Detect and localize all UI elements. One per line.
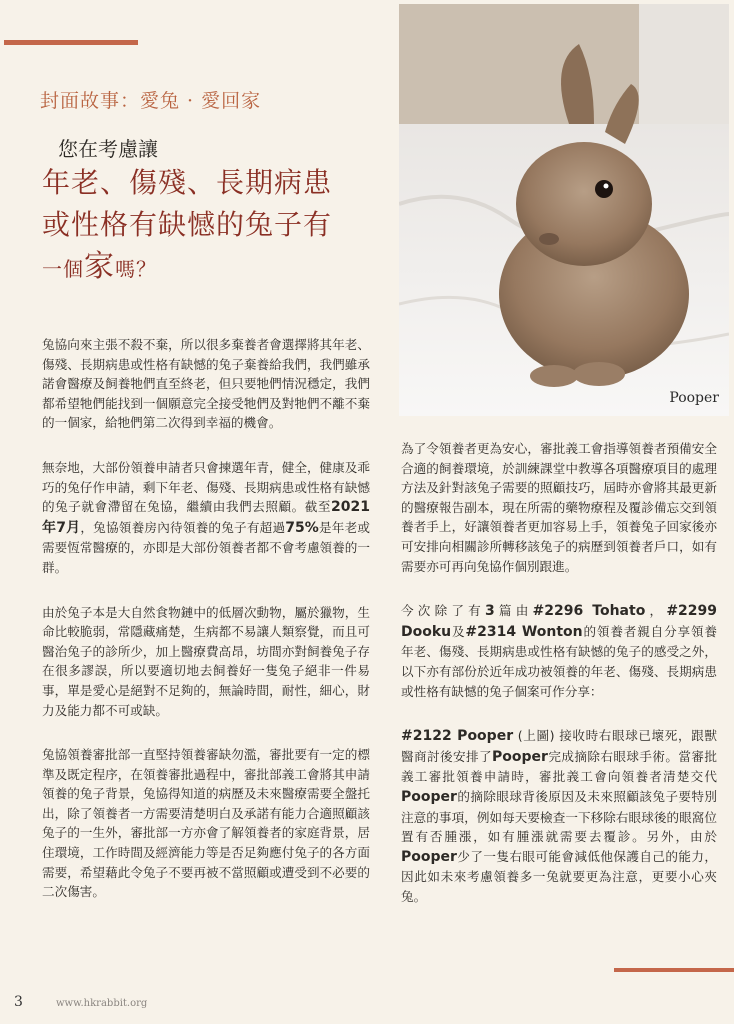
name-highlight: Pooper	[401, 848, 457, 865]
photo-caption: Pooper	[669, 390, 719, 406]
text-run: (上圖)	[513, 728, 560, 744]
text-run: 及	[451, 623, 466, 639]
rabbit-photo	[399, 4, 729, 416]
footer-url: www.hkrabbit.org	[56, 998, 148, 1009]
rabbit-id-tohato: #2296 Tohato	[532, 603, 646, 620]
text-run: ，兔協領養房內待領養的兔子有超過	[80, 519, 286, 535]
headline-line-2: 或性格有缺憾的兔子有	[42, 208, 333, 241]
right-column	[401, 439, 717, 931]
text-run: 的領養者親自分享領養年老、傷殘、長期病患或性格有缺憾的兔子的感受之外，以下亦有部份於近年成功被領養的年老、傷殘、長期病患或性格有缺憾的兔子個案可作分享：	[401, 623, 718, 699]
text-run: 少了一隻右眼可能會減低他保護自己的能力，因此如未來考慮領養多一兔就要更為注意，更要小心夾兔。	[401, 848, 717, 904]
text-run: 完成摘除右眼球手術。當審批義工審批領養申請時，審批義工會向領養者清楚交代	[401, 748, 718, 785]
headline-line-3	[42, 246, 392, 290]
count-highlight: 3	[484, 603, 495, 620]
right-paragraph-1: 為了令領養者更為安心，審批義工會指導領養者預備安全合適的飼養環境，於訓練課堂中教導各項醫療項目的處理方法及針對該兔子需要的照顧技巧，屆時亦會將其最更新的醫療報告副本，現在所需的藥物療程及覆診備忘交到領養者手上，好讓領養者更加容易上手，領養兔子回家後亦可安排向相關診所轉移該兔子的病歷到領養者戶口，如有需要亦可再向兔協作個別跟進。	[401, 441, 717, 574]
right-paragraph-3	[401, 726, 717, 906]
text-run: 接收時右眼球已壞死，跟獸醫商討後安排了	[401, 728, 718, 764]
right-paragraph-2	[401, 601, 717, 701]
rabbit-id-dooku: #2299 Dooku	[401, 603, 718, 640]
top-accent-bar	[4, 40, 138, 45]
bottom-accent-bar	[614, 968, 734, 972]
left-column	[42, 335, 370, 927]
rabbit-id-pooper: #2122 Pooper	[401, 728, 514, 745]
name-highlight: Pooper	[492, 748, 548, 765]
headline-post: 嗎？	[115, 257, 157, 281]
name-highlight: Pooper	[401, 788, 457, 805]
text-run: 的摘除眼球背後原因及未來照顧該兔子要特別注意的事項，例如每天要檢查一下移除右眼球後的眼窩位置有否腫漲，如有腫漲就需要去覆診。另外，由於	[401, 788, 717, 845]
text-run: ，	[645, 603, 667, 619]
headline-line-1: 年老、傷殘、長期病患	[42, 166, 333, 199]
text-run: 是年老或需要恆常醫療的，亦即是大部份領養者都不會考慮領養的一群。	[42, 519, 371, 575]
date-highlight: 2021年7月	[42, 499, 370, 536]
text-run: 篇由	[494, 603, 533, 619]
section-kicker: 封面故事：愛兔 · 愛回家	[40, 90, 262, 112]
page-headline	[42, 162, 392, 290]
percent-highlight: 75%	[285, 519, 319, 536]
text-run: 無奈地，大部份領養申請者只會揀選年青，健全，健康及乖巧的兔仔作申請，剩下年老、傷殘、長期病患或性格有缺憾的兔子就會滯留在兔協，繼續由我們去照顧。截至	[42, 459, 370, 515]
left-paragraph-3: 由於兔子本是大自然食物鏈中的低層次動物，屬於獵物，生命比較脆弱，常隱藏痛楚，生病都不易讓人類察覺，而且可醫治兔子的診所少，加上醫療費高昂，坊間亦對飼養兔子存在很多謬誤，所以要適切地去飼養好一隻兔子絕非一件易事，單是愛心是絕對不足夠的，無論時間，耐性，細心，財力及能力都不可或缺。	[42, 604, 370, 718]
text-run: 今次除了有	[401, 603, 485, 619]
headline-lead: 您在考慮讓	[58, 137, 158, 161]
left-paragraph-2	[42, 458, 370, 578]
headline-pre: 一個	[42, 257, 84, 281]
page-number: 3	[14, 994, 23, 1010]
rabbit-id-wonton: #2314 Wonton	[465, 623, 583, 640]
left-paragraph-4: 兔協領養審批部一直堅持領養審缺勿濫，審批要有一定的標準及既定程序，在領養審批過程中，審批部義工會將其申請領養的兔子背景，兔協得知道的病歷及未來醫療需要全盤托出，除了領養者一方需要清楚明白及承諾有能力合適照顧該兔子的一生外，審批部一方亦會了解領養者的家庭背景，居住環境，工作時間及經濟能力等是否足夠應付兔子的各方面需要，希望藉此令兔子不要再被不當照顧或遭受到不必要的二次傷害。	[42, 747, 370, 900]
left-paragraph-1: 兔協向來主張不殺不棄，所以很多棄養者會選擇將其年老、傷殘、長期病患或性格有缺憾的兔子棄養給我們，我們雖承諾會醫療及飼養牠們直至終老，但只要牠們情況穩定，我們都希望牠們能找到一個願意完全接受牠們及對牠們不離不棄的一個家，給牠們第二次得到幸福的機會。	[42, 337, 370, 431]
headline-emphasis: 家	[84, 249, 115, 284]
rabbit-illustration	[399, 4, 729, 416]
